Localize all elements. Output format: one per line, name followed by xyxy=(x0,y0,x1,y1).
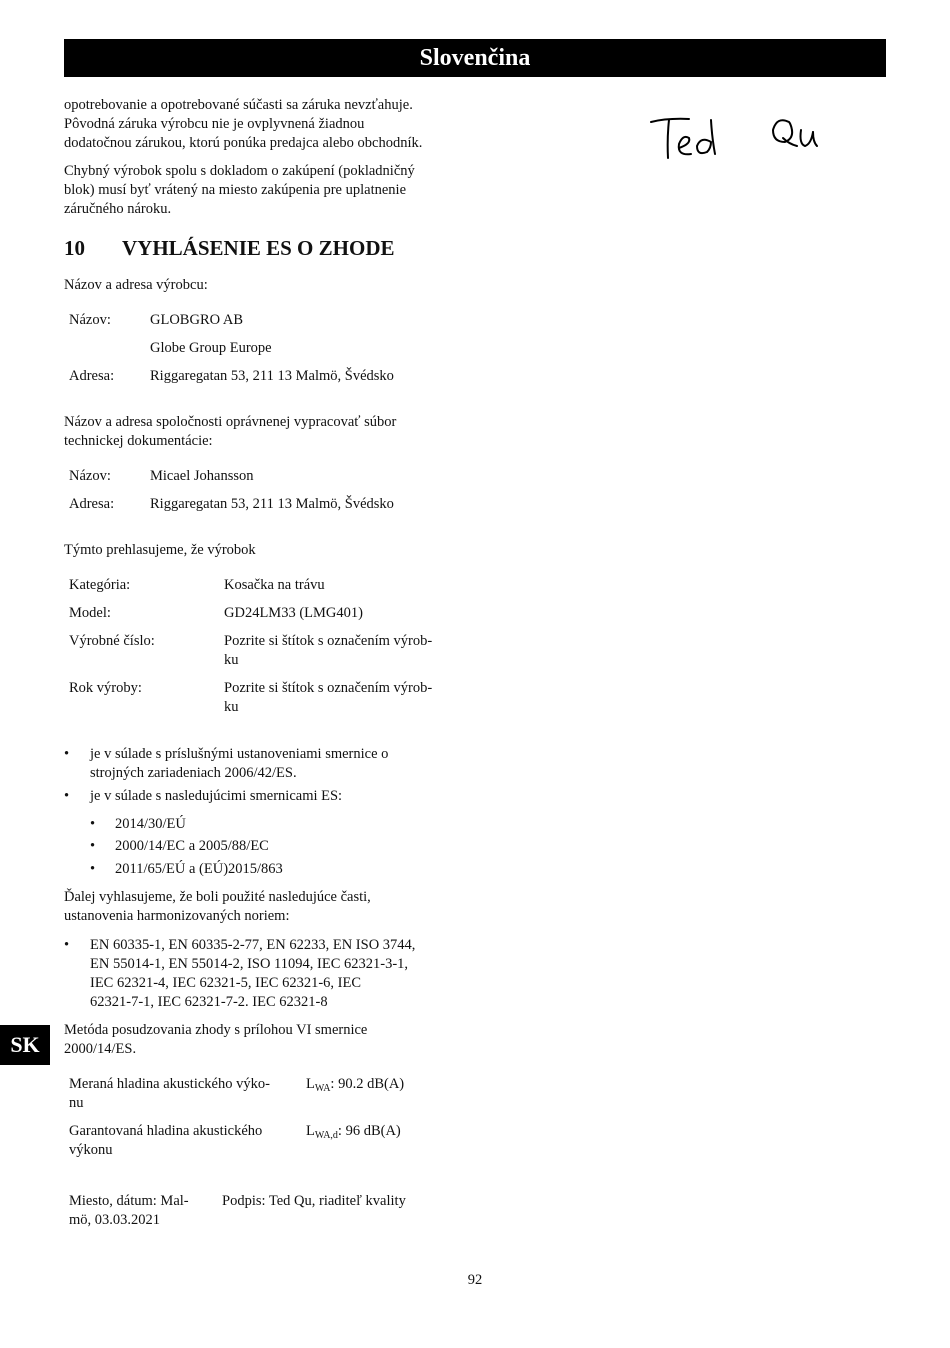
measured-sound-value: $L_{WA}$: 90.2 dB(A) xyxy=(306,1076,405,1094)
bullet-glyph: • xyxy=(64,937,70,953)
category-value: Kosačka na trávu xyxy=(224,577,325,593)
bullet-glyph: • xyxy=(64,746,70,762)
bullet-glyph: • xyxy=(64,788,70,804)
manufacturer-intro: Názov a adresa výrobcu: xyxy=(64,277,208,293)
section-number: 10 xyxy=(64,236,85,260)
manufacturer-name-label: Názov: xyxy=(69,312,111,328)
tech-doc-address-label: Adresa: xyxy=(69,496,115,512)
guaranteed-sound-label: Garantovaná hladina akustického výkonu xyxy=(69,1123,263,1158)
section-title: VYHLÁSENIE ES O ZHODE xyxy=(122,236,395,260)
handwritten-signature xyxy=(645,108,835,168)
defective-product-paragraph: Chybný výrobok spolu s dokladom o zakúpení (pokladničný blok) musí byť vrátený na miesto zakúpenia pre uplatnenie záručného nároku. xyxy=(64,163,415,217)
tech-doc-name-label: Názov: xyxy=(69,468,111,484)
tech-doc-intro: Názov a adresa spoločnosti oprávnenej vypracovať súbor technickej dokumentácie: xyxy=(64,414,397,449)
model-label: Model: xyxy=(69,605,111,621)
page-number: 92 xyxy=(467,1272,483,1288)
tech-doc-name-value: Micael Johansson xyxy=(150,468,254,484)
measured-sound-label: Meraná hladina akustického výko- nu xyxy=(69,1076,270,1111)
category-label: Kategória: xyxy=(69,577,131,593)
tech-doc-address-value: Riggaregatan 53, 211 13 Malmö, Švédsko xyxy=(150,496,394,512)
year-label: Rok výroby: xyxy=(69,680,142,696)
manufacturer-name-value-2: Globe Group Europe xyxy=(150,340,272,356)
signature-caption: Podpis: Ted Qu, riaditeľ kvality xyxy=(222,1193,406,1209)
page-header: Slovenčina xyxy=(64,39,886,77)
assessment-text: Metóda posudzovania zhody s prílohou VI smernice 2000/14/ES. xyxy=(64,1022,368,1057)
year-value: Pozrite si štítok s označením výrob- ku xyxy=(224,680,433,715)
warranty-paragraph: opotrebovanie a opotrebované súčasti sa záruka nevzťahuje. Pôvodná záruka výrobcu nie je ovplyvnená žiadnou dodatočnou zárukou, ktorú ponúka predajca alebo obchodník. xyxy=(64,97,423,151)
model-value: GD24LM33 (LMG401) xyxy=(224,605,363,621)
guaranteed-sound-value: $L_{WA,d}$: 96 dB(A) xyxy=(306,1123,401,1141)
serial-label: Výrobné číslo: xyxy=(69,633,155,649)
product-intro: Týmto prehlasujeme, že výrobok xyxy=(64,542,256,558)
place-date: Miesto, dátum: Mal- mö, 03.03.2021 xyxy=(69,1193,189,1228)
section-heading xyxy=(64,235,395,261)
manufacturer-name-value: GLOBGRO AB xyxy=(150,312,244,328)
standards-intro: Ďalej vyhlasujeme, že boli použité nasledujúce časti, ustanovenia harmonizovaných noriem: xyxy=(64,889,371,924)
manufacturer-address-label: Adresa: xyxy=(69,368,115,384)
serial-value: Pozrite si štítok s označením výrob- ku xyxy=(224,633,433,668)
manufacturer-address-value: Riggaregatan 53, 211 13 Malmö, Švédsko xyxy=(150,368,394,384)
language-tab: SK xyxy=(0,1025,50,1065)
